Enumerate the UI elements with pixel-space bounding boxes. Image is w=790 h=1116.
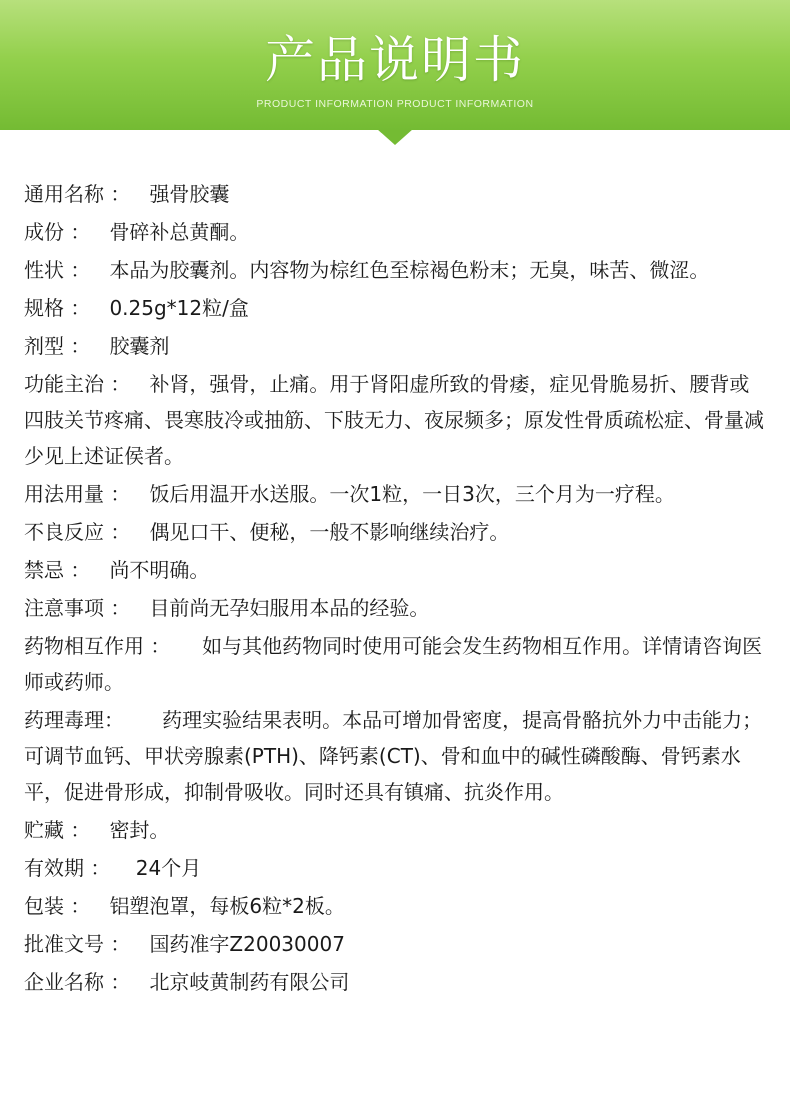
entry-separator: ： <box>64 220 110 244</box>
entry-value: 如与其他药物同时使用可能会发生药物相互作用。详情请咨询医师或药师。 <box>24 634 763 694</box>
page-subtitle: PRODUCT INFORMATION PRODUCT INFORMATION <box>256 98 534 110</box>
entry-value: 本品为胶囊剂。内容物为棕红色至棕褐色粉末；无臭，味苦、微涩。 <box>109 258 710 282</box>
entry-separator: ： <box>144 634 203 658</box>
entry-value: 偶见口干、便秘，一般不影响继续治疗。 <box>149 520 510 544</box>
info-entry <box>24 476 766 512</box>
banner-pointer <box>377 129 413 145</box>
entry-label: 包装 <box>24 894 64 918</box>
entry-value: 尚不明确。 <box>109 558 210 582</box>
entry-value: 24个月 <box>135 856 202 880</box>
entry-value: 目前尚无孕妇服用本品的经验。 <box>149 596 430 620</box>
info-entry <box>24 214 766 250</box>
entry-separator: ： <box>64 894 110 918</box>
info-entry <box>24 702 766 810</box>
entry-value: 药理实验结果表明。本品可增加骨密度，提高骨骼抗外力中击能力；可调节血钙、甲状旁腺素(PTH)、降钙素(CT)、骨和血中的碱性磷酸酶、骨钙素水平，促进骨形成，抑制骨吸收。同时还具有镇痛、抗炎作用。 <box>24 708 763 804</box>
entry-separator: ： <box>104 932 150 956</box>
entry-label: 用法用量 <box>24 482 104 506</box>
entry-label: 贮藏 <box>24 818 64 842</box>
entry-value: 国药准字Z20030007 <box>149 932 345 956</box>
entry-separator: ： <box>104 372 150 396</box>
info-entry <box>24 590 766 626</box>
entry-label: 剂型 <box>24 334 64 358</box>
entry-label: 性状 <box>24 258 64 282</box>
entry-label: 不良反应 <box>24 520 104 544</box>
entry-separator: ： <box>64 818 110 842</box>
info-entry <box>24 176 766 212</box>
info-entry <box>24 850 766 886</box>
entry-value: 饭后用温开水送服。一次1粒，一日3次，三个月为一疗程。 <box>149 482 675 506</box>
entry-separator: ： <box>64 334 110 358</box>
entry-value: 0.25g*12粒/盒 <box>109 296 249 320</box>
entry-label: 批准文号 <box>24 932 104 956</box>
entry-separator: ： <box>64 558 110 582</box>
entry-separator: ： <box>104 596 150 620</box>
info-entry <box>24 366 766 474</box>
entry-value: 强骨胶囊 <box>149 182 230 206</box>
entry-separator: ： <box>64 258 110 282</box>
entry-label: 成份 <box>24 220 64 244</box>
info-entry <box>24 514 766 550</box>
entry-label: 功能主治 <box>24 372 104 396</box>
entry-separator: ： <box>104 970 150 994</box>
entry-separator: ： <box>104 520 150 544</box>
entry-label: 规格 <box>24 296 64 320</box>
product-info-list <box>24 176 766 1002</box>
info-entry <box>24 926 766 962</box>
header-banner <box>0 0 790 130</box>
info-entry <box>24 812 766 848</box>
entry-label: 注意事项 <box>24 596 104 620</box>
info-entry <box>24 552 766 588</box>
info-entry <box>24 290 766 326</box>
entry-value: 北京岐黄制药有限公司 <box>149 970 350 994</box>
entry-label: 禁忌 <box>24 558 64 582</box>
entry-separator: ： <box>104 708 163 732</box>
page-title: 产品说明书 <box>265 31 525 89</box>
entry-value: 补肾，强骨，止痛。用于肾阳虚所致的骨痿，症见骨脆易折、腰背或四肢关节疼痛、畏寒肢冷或抽筋、下肢无力、夜尿频多；原发性骨质疏松症、骨量减少见上述证侯者。 <box>24 372 764 468</box>
entry-value: 胶囊剂 <box>109 334 170 358</box>
entry-label: 通用名称 <box>24 182 104 206</box>
entry-separator: ： <box>104 182 150 206</box>
entry-separator: ： <box>104 482 150 506</box>
info-entry <box>24 328 766 364</box>
entry-value: 骨碎补总黄酮。 <box>109 220 250 244</box>
info-entry <box>24 252 766 288</box>
info-entry <box>24 964 766 1000</box>
info-entry <box>24 628 766 700</box>
entry-value: 铝塑泡罩，每板6粒*2板。 <box>109 894 345 918</box>
entry-separator: ： <box>84 856 136 880</box>
entry-label: 药理毒理 <box>24 708 104 732</box>
entry-label: 药物相互作用 <box>24 634 144 658</box>
entry-value: 密封。 <box>109 818 170 842</box>
entry-label: 企业名称 <box>24 970 104 994</box>
entry-separator: ： <box>64 296 110 320</box>
entry-label: 有效期 <box>24 856 84 880</box>
info-entry <box>24 888 766 924</box>
